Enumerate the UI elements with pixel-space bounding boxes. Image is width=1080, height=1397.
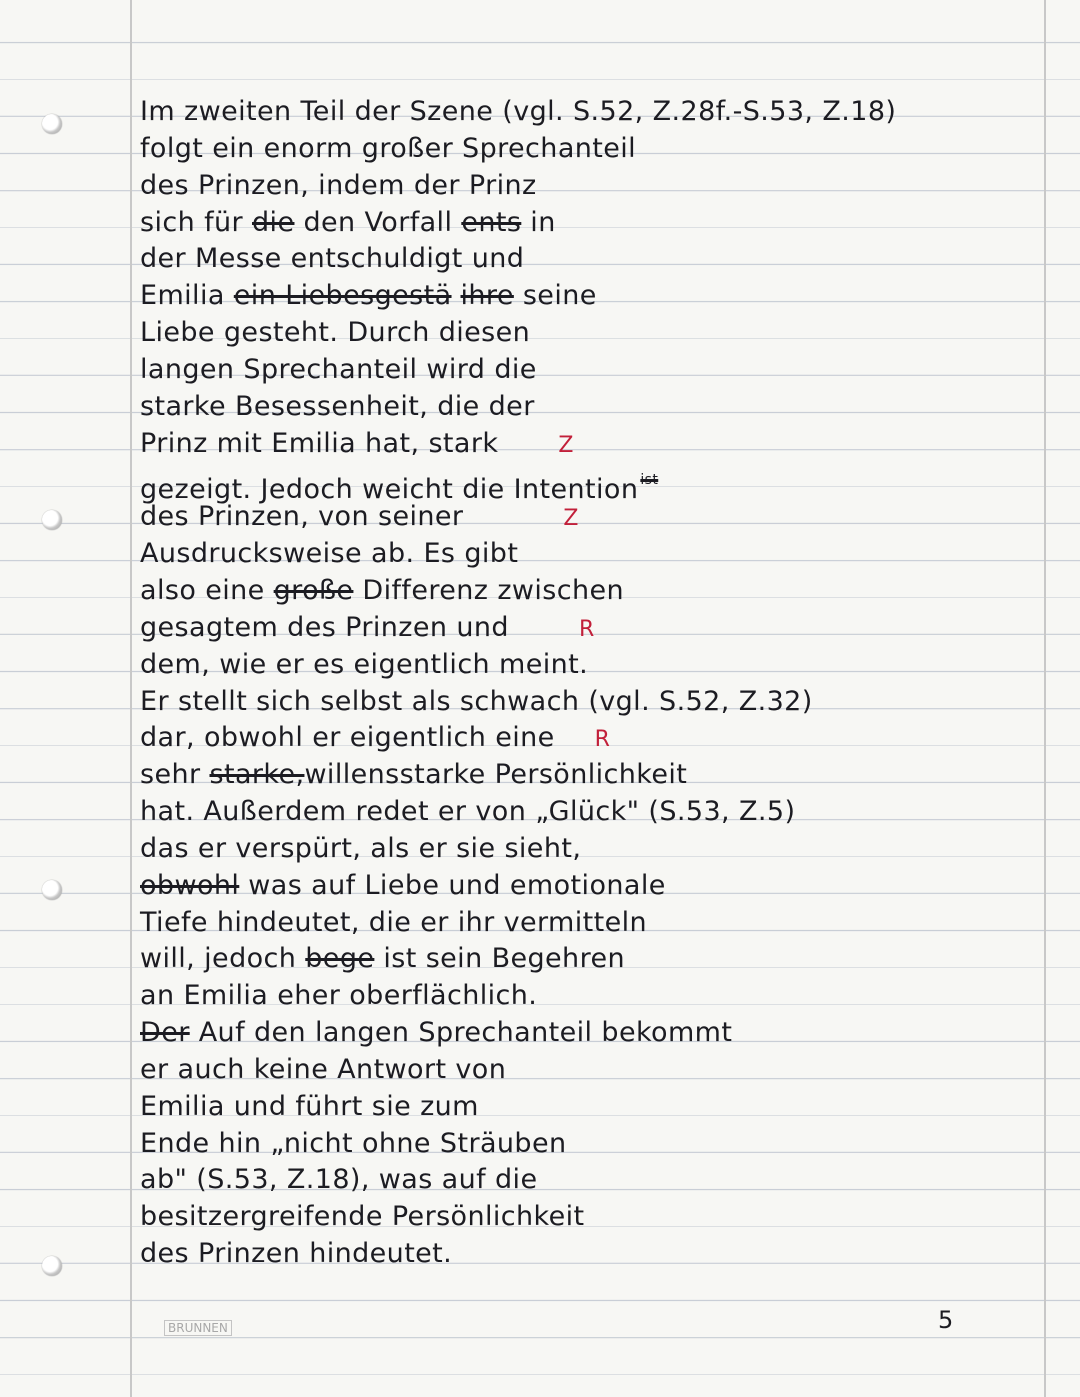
line-24-part-2: ist sein Begehren bbox=[374, 943, 625, 975]
text-line-5: der Messe entschuldigt und bbox=[140, 243, 525, 275]
text-line-9: starke Besessenheit, die der bbox=[140, 390, 535, 422]
line-18-text: dar, obwohl er eigentlich eine bbox=[140, 722, 555, 754]
right-margin-line bbox=[1044, 0, 1046, 1397]
struck-word: obwohl bbox=[140, 869, 240, 901]
line-22-part-1: was auf Liebe und emotionale bbox=[239, 869, 666, 901]
text-line-7: Liebe gesteht. Durch diesen bbox=[140, 317, 531, 349]
text-line-4 bbox=[140, 205, 1040, 242]
text-line-14 bbox=[140, 573, 1040, 610]
text-line-27: er auch keine Antwort von bbox=[140, 1053, 507, 1085]
handwritten-text bbox=[140, 94, 1040, 1273]
line-6-part-2: seine bbox=[513, 280, 597, 312]
line-12-text: des Prinzen, von seiner bbox=[140, 501, 464, 533]
text-line-1: Im zweiten Teil der Szene (vgl. S.52, Z.28f.-S.53, Z.18) bbox=[140, 96, 897, 127]
line-14-part-1: also eine bbox=[140, 574, 274, 606]
line-26-text: Auf den langen Sprechanteil bekommt bbox=[198, 1017, 733, 1049]
text-line-19 bbox=[140, 757, 1040, 794]
correction-mark-z: Z bbox=[563, 506, 579, 532]
text-line-25: an Emilia eher oberflächlich. bbox=[140, 980, 538, 1012]
text-line-31: besitzergreifende Persönlichkeit bbox=[140, 1201, 585, 1233]
line-24-part-1: will, jedoch bbox=[140, 943, 306, 975]
text-line-13: Ausdrucksweise ab. Es gibt bbox=[140, 538, 519, 570]
struck-word: ents bbox=[461, 206, 522, 238]
punch-hole-2 bbox=[42, 510, 62, 530]
correction-mark-r: R bbox=[578, 616, 595, 642]
text-line-29: Ende hin „nicht ohne Sträuben bbox=[140, 1127, 567, 1159]
line-14-part-2: Differenz zwischen bbox=[353, 574, 625, 606]
text-line-32: des Prinzen hindeutet. bbox=[140, 1238, 453, 1270]
brand-stamp: BRUNNEN bbox=[164, 1320, 232, 1336]
struck-word: bege bbox=[305, 943, 375, 975]
page-number: 5 bbox=[938, 1306, 954, 1334]
struck-word: ist bbox=[640, 472, 659, 489]
text-line-30: ab" (S.53, Z.18), was auf die bbox=[140, 1164, 538, 1196]
struck-word: die bbox=[252, 206, 295, 238]
struck-word: ein Liebesgestä bbox=[233, 280, 452, 312]
struck-word: starke, bbox=[209, 759, 305, 791]
line-10-text: Prinz mit Emilia hat, stark bbox=[140, 427, 499, 459]
text-line-6 bbox=[140, 278, 1040, 315]
punch-hole-4 bbox=[42, 1256, 62, 1276]
line-6-part-1: Emilia bbox=[140, 280, 234, 312]
text-line-24 bbox=[140, 941, 1040, 978]
text-line-10 bbox=[140, 426, 1040, 463]
text-line-28: Emilia und führt sie zum bbox=[140, 1090, 479, 1122]
left-margin-line bbox=[130, 0, 132, 1397]
text-line-23: Tiefe hindeutet, die er ihr vermitteln bbox=[140, 906, 648, 938]
correction-mark-r: R bbox=[594, 727, 611, 753]
punch-hole-1 bbox=[42, 114, 62, 134]
text-line-16: dem, wie er es eigentlich meint. bbox=[140, 648, 589, 680]
text-line-11 bbox=[140, 462, 1040, 506]
correction-mark-z: Z bbox=[558, 432, 574, 458]
line-4-part-2: den Vorfall bbox=[294, 206, 462, 238]
line-4-part-1: sich für bbox=[140, 206, 253, 238]
text-line-2: folgt ein enorm großer Sprechanteil bbox=[140, 132, 637, 164]
text-line-3: des Prinzen, indem der Prinz bbox=[140, 169, 537, 201]
text-line-22 bbox=[140, 868, 1040, 905]
text-line-26 bbox=[140, 1015, 1040, 1052]
text-line-17: Er stellt sich selbst als schwach (vgl. S.52, Z.32) bbox=[140, 685, 813, 717]
struck-word: große bbox=[273, 574, 354, 606]
struck-word: ihre bbox=[460, 280, 514, 312]
text-line-18 bbox=[140, 720, 1040, 757]
line-11-text: gezeigt. Jedoch weicht die Intention bbox=[140, 474, 639, 506]
struck-word: Der bbox=[140, 1017, 190, 1049]
line-19-part-1: sehr bbox=[140, 759, 210, 791]
text-line-20: hat. Außerdem redet er von „Glück" (S.53, Z.5) bbox=[140, 796, 796, 828]
text-line-21: das er verspürt, als er sie sieht, bbox=[140, 832, 582, 864]
line-19-part-2: willensstarke Persönlichkeit bbox=[304, 759, 688, 791]
text-line-15 bbox=[140, 610, 1040, 647]
punch-hole-3 bbox=[42, 880, 62, 900]
line-15-text: gesagtem des Prinzen und bbox=[140, 611, 509, 643]
text-line-8: langen Sprechanteil wird die bbox=[140, 353, 537, 385]
line-4-part-3: in bbox=[521, 206, 556, 238]
